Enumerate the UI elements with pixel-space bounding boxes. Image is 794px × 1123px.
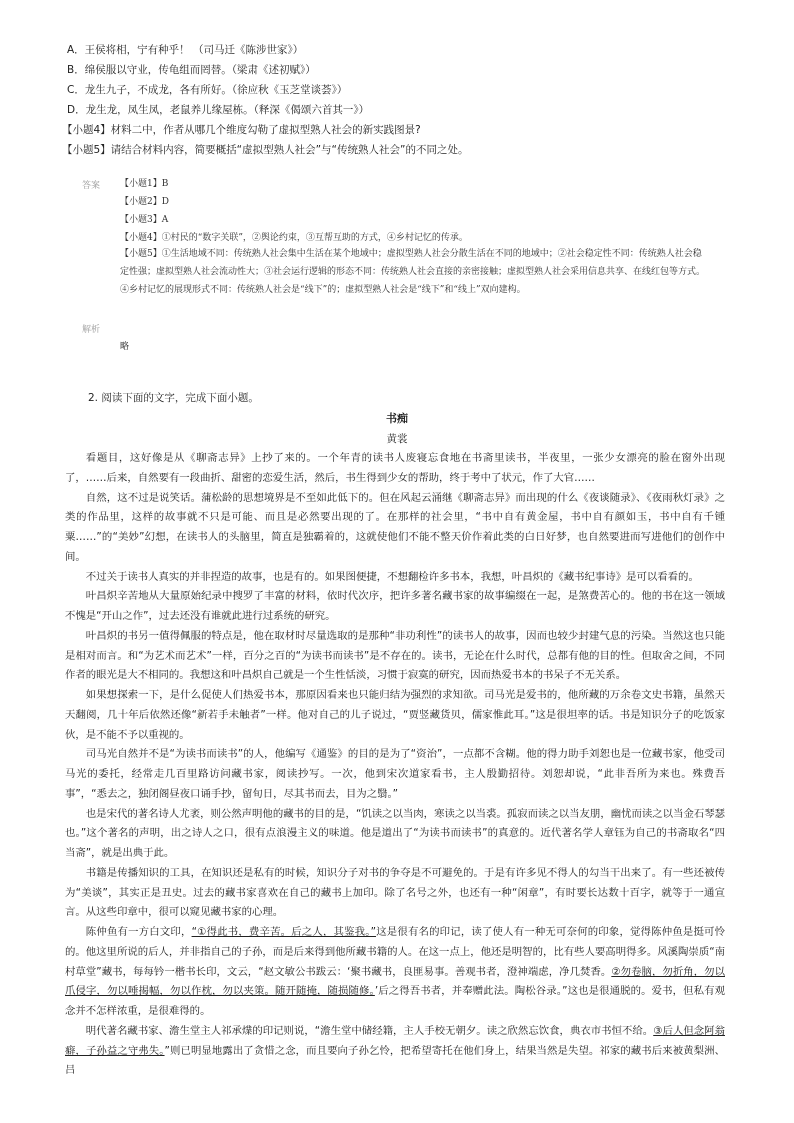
article-paragraph xyxy=(65,686,725,745)
article-paragraph xyxy=(65,449,725,489)
explain-label: 解析 xyxy=(82,325,101,335)
answer-4: 【小题4】①村民的“数字关联”，②舆论约束，③互帮互助的方式，④乡村记忆的传承。 xyxy=(120,233,468,243)
paragraph-text: 书籍是传播知识的工具，在知识还是私有的时候，知识分子对书的争夺是不可避免的。于是有许多见不得人的勾当干出来了。有一些还被传为“美谈”，其实正是丑史。过去的藏书家喜欢在自己的藏书上加印。除了名号之外，也还有一种“闲章”，有时要长达数十百字，就等于一通宣言。从这些印章中，很可以窥见藏书家的心理。 xyxy=(65,866,725,919)
article-paragraph xyxy=(65,489,725,568)
article-paragraph xyxy=(65,923,725,1022)
option-c: C．龙生九子，不成龙，各有所好。（徐应秋《玉芝堂谈荟》） xyxy=(67,84,348,96)
option-b: B．绵侯服以守业，传龟组而罔替。（梁肃《述初赋》） xyxy=(67,64,316,76)
paragraph-text: 如果想探索一下，是什么促使人们热爱书本，那原因看来也只能归结为强烈的求知欲。司马光是爱书的，他所藏的万余卷文史书籍，虽然天天翻阅，几十年后依然还像“新若手未触者”一样。他对自己的儿子说过，“贾竖藏货贝，儒家惟此耳。”这是很坦率的话。书是知识分子的吃饭家伙，是不能不予以重视的。 xyxy=(65,689,725,741)
answer-1: 【小题1】B xyxy=(120,179,169,189)
article-body xyxy=(65,449,725,1081)
answer-label: 答案 xyxy=(82,181,101,191)
paragraph-text: 也是宋代的著名诗人尤袤，则公然声明他的藏书的目的是，“饥读之以当肉，寒读之以当裘。孤寂而读之以当友朋，幽忧而读之以当金石琴瑟也。”这个著名的声明，出之诗人之口，很有点浪漫主义的味道。他是道出了“为读书而读书”的真意的。近代著名学人章钰为自己的书斋取名“四当斋”，就是出典于此。 xyxy=(65,807,726,859)
paragraph-text: 这是很有名的印记，读了使人有一种无可奈何的印象，觉得陈仲鱼是挺可怜的。他这里所说的后人，并非指自己的子孙，而是后来得到他所藏书籍的人。在这一点上，他还是明智的，比有些人要高明得多。风溪陶崇质“南村草堂”藏书，每每钤一楷书长印，文云，“赵文敏公书跋云：‘聚书藏书，良匪易事。善观书者，澄神端虑，净几焚香。 xyxy=(65,926,726,978)
answer-5: 【小题5】①生活地域不同：传统熟人社会集中生活在某个地域中；虚拟型熟人社会分散生活在不同的地域中；②社会稳定性不同：传统熟人社会稳定性强；虚拟型熟人社会流动性大；③社会运行逻辑的形态不同：传统熟人社会直接的亲密接触；虚拟型熟人社会采用信息共享、在线红包等方式。④乡村记忆的展现形式不同：传统熟人社会是“线下”的；虚拟型熟人社会是“线下”和“线上”双向建构。 xyxy=(120,249,706,295)
paragraph-text: ”则已明显地露出了贪惜之念，而且要向子孙乞怜，把希望寄托在他们身上，结果当然是失望。祁家的藏书后来被黄梨洲、吕 xyxy=(65,1044,725,1077)
question-5: 【小题5】请结合材料内容，简要概括“虚拟型熟人社会”与“传统熟人社会”的不同之处。 xyxy=(62,144,469,156)
question-2-intro: 2. 阅读下面的文字，完成下面小题。 xyxy=(88,392,259,404)
article-paragraph xyxy=(65,627,725,686)
article-paragraph xyxy=(65,1022,725,1081)
paragraph-text: 司马光自然并不是“为读书而读书”的人，他编写《通鉴》的目的是为了“资治”，一点都不含糊。他的得力助手刘恕也是一位藏书家，他受司马光的委托，经常走几百里路访问藏书家，阅读抄写。一次，他到宋次道家看书，主人殷勤招待。刘恕却说，“此非吾所为来也。殊费吾事”，“悉去之，独闭阁昼夜口诵手抄，留旬日，尽其书而去，目为之翳。” xyxy=(65,748,725,800)
option-d: D．龙生龙，凤生凤，老鼠养儿缘屋栋。（释深《偈颂六首其一》） xyxy=(67,104,370,116)
paragraph-text: ’后之得吾书者，并奉赠此法。陶松谷录。”这也是很通脱的。爱书，但私有观念并不怎样浓重，是很难得的。 xyxy=(65,985,726,1017)
article-title: 书痴 xyxy=(386,412,408,425)
answer-2: 【小题2】D xyxy=(120,197,169,207)
underlined-sentence: “①得此书，费辛苦。后之人，其鉴我。” xyxy=(191,926,377,938)
underlined-sentence: ③后人但念阿翁癖，子孙益之守弗失。 xyxy=(65,1024,725,1057)
article-paragraph xyxy=(65,745,725,804)
article-paragraph xyxy=(65,864,725,923)
paragraph-text: 叶昌炽辛苦地从大量原始纪录中搜罗了丰富的材料，依时代次序，把许多著名藏书家的故事编缀在一起，是煞费苦心的。他的书在这一领域不愧是“开山之作”，过去还没有谁就此进行过系统的研究。 xyxy=(65,590,725,622)
paragraph-text: 明代著名藏书家、澹生堂主人祁承㸁的印记则说，“澹生堂中储经籍，主人手校无朝夕。读之欣然忘饮食，典衣市书恒不给。 xyxy=(85,1024,654,1037)
option-a: A．王侯将相，宁有种乎！ （司马迁《陈涉世家》） xyxy=(67,44,304,56)
paragraph-text: 看题目，这好像是从《聊斋志异》上抄了来的。一个年青的读书人废寝忘食地在书斋里读书，半夜里，一张少女漂亮的脸在窗外出现了，……后来，自然要有一段曲折、甜密的恋爱生活，然后，书生得到少女的帮助，终于考中了状元，作了大官…… xyxy=(65,452,725,484)
article-paragraph xyxy=(65,568,725,588)
article-paragraph xyxy=(65,805,725,864)
paragraph-text: 不过关于读书人真实的并非捏造的故事，也是有的。如果图便捷，不想翻检许多书本，我想，叶昌炽的《藏书纪事诗》是可以看看的。 xyxy=(85,570,699,583)
question-4: 【小题4】材料二中，作者从哪几个维度勾勒了虚拟型熟人社会的新实践图景? xyxy=(62,124,421,136)
explain-text: 略 xyxy=(120,342,130,352)
paragraph-text: 叶昌炽的书另一值得佩服的特点是，他在取材时尽量选取的是那种“非功利性”的读书人的故事，因而也较少封建气息的污染。当然这也只能是相对而言。和“为艺术而艺术”一样，百分之百的“为读书而读书”是不存在的。读书，无论在什么时代，总都有他的目的性。但取舍之间，不同作者的眼光是大不相同的。我想这和叶昌炽自己就是一个生性恬淡，习惯于寂寞的研究，因而热爱书本的书呆子不无关系。 xyxy=(65,629,725,682)
paragraph-text: 自然，这不过是说笑话。蒲松龄的思想境界是不至如此低下的。但在风起云涌继《聊斋志异》而出现的什么《夜谈随录》、《夜雨秋灯录》之类的作品里，这样的故事就不只是可能、而且是必然要出现的了。在那样的社会里，“书中自有黄金屋，书中自有颜如玉，书中自有千锺粟……”的“美妙”幻想，在读书人的头脑里，简直是独霸着的，这就使他们不能不整天价作着此类的白日好梦，也自然要进而写进他们的创作中间。 xyxy=(65,491,725,563)
underlined-sentence: ②勿卷脑，勿折角，勿以爪侵字，勿以唾揭幅，勿以作枕，勿以夹策。随开随掩，随损随修。 xyxy=(65,965,725,998)
article-paragraph xyxy=(65,587,725,627)
article-author: 黄裳 xyxy=(386,433,408,445)
answer-3: 【小题3】A xyxy=(120,215,169,225)
paragraph-text: 陈仲鱼有一方白文印， xyxy=(85,926,192,938)
